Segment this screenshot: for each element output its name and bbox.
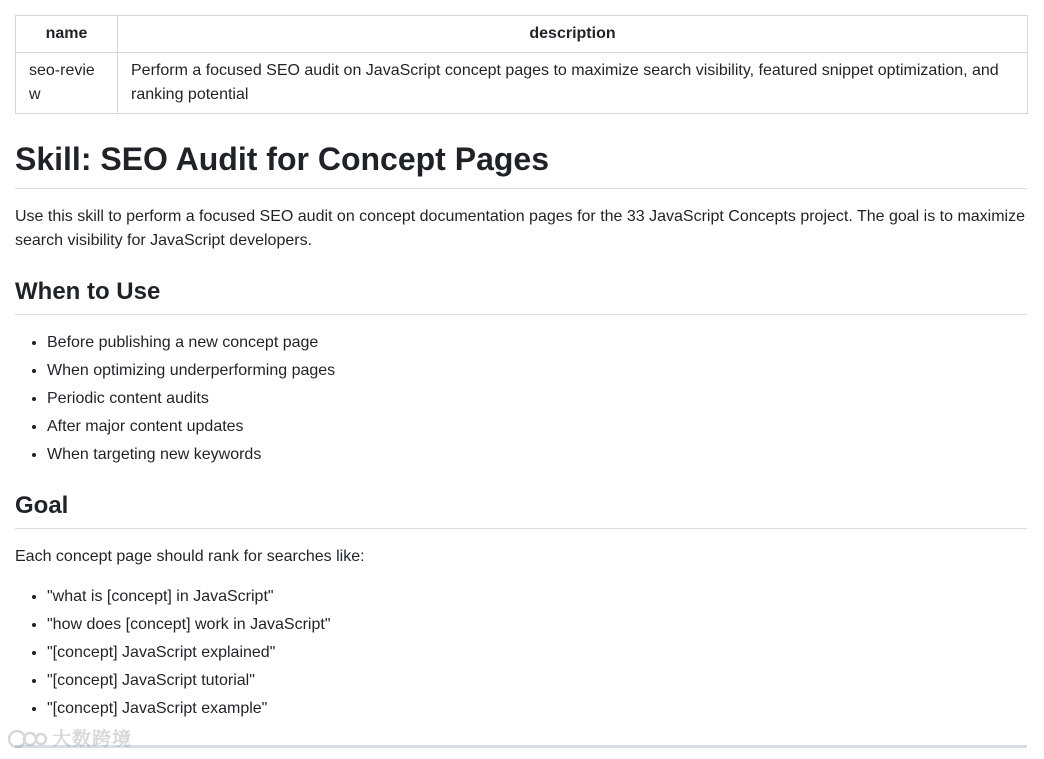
header-description: description	[118, 16, 1028, 53]
goal-heading: Goal	[15, 491, 1027, 529]
frontmatter-row	[16, 53, 1028, 114]
skill-name-cell: seo-review	[16, 53, 118, 114]
watermark	[8, 727, 132, 751]
page-title: Skill: SEO Audit for Concept Pages	[15, 139, 1027, 189]
list-item: • When targeting new keywords	[47, 443, 1027, 467]
list-item: • After major content updates	[47, 415, 1027, 439]
skill-description-cell: Perform a focused SEO audit on JavaScript concept pages to maximize search visibility, featured snippet optimization, and ranking potential	[118, 53, 1028, 114]
list-item: • "how does [concept] work in JavaScript"	[47, 613, 1027, 637]
header-name: name	[16, 16, 118, 53]
list-item: • Periodic content audits	[47, 387, 1027, 411]
goal-paragraph: Each concept page should rank for searches like:	[15, 548, 365, 565]
section-divider	[15, 745, 1027, 748]
watermark-text: 大数跨境	[52, 728, 133, 750]
intro-paragraph: Use this skill to perform a focused SEO audit on concept documentation pages for the 33 JavaScript Concepts project. The goal is to maximize search visibility for JavaScript developers.	[15, 208, 1025, 249]
list-item: • "[concept] JavaScript explained"	[47, 641, 1027, 665]
list-item: • Before publishing a new concept page	[47, 331, 1027, 355]
skill-document	[15, 15, 1027, 717]
goal-search-list	[15, 585, 1027, 725]
frontmatter-header-row	[16, 16, 1028, 53]
when-to-use-heading: When to Use	[15, 277, 1027, 315]
when-to-use-list	[15, 331, 1027, 471]
list-item: • When optimizing underperforming pages	[47, 359, 1027, 383]
watermark-logo-icon	[8, 728, 48, 750]
frontmatter-table	[15, 15, 1028, 114]
list-item: • "[concept] JavaScript tutorial"	[47, 669, 1027, 693]
list-item: • "[concept] JavaScript example"	[47, 697, 1027, 721]
list-item: • "what is [concept] in JavaScript"	[47, 585, 1027, 609]
